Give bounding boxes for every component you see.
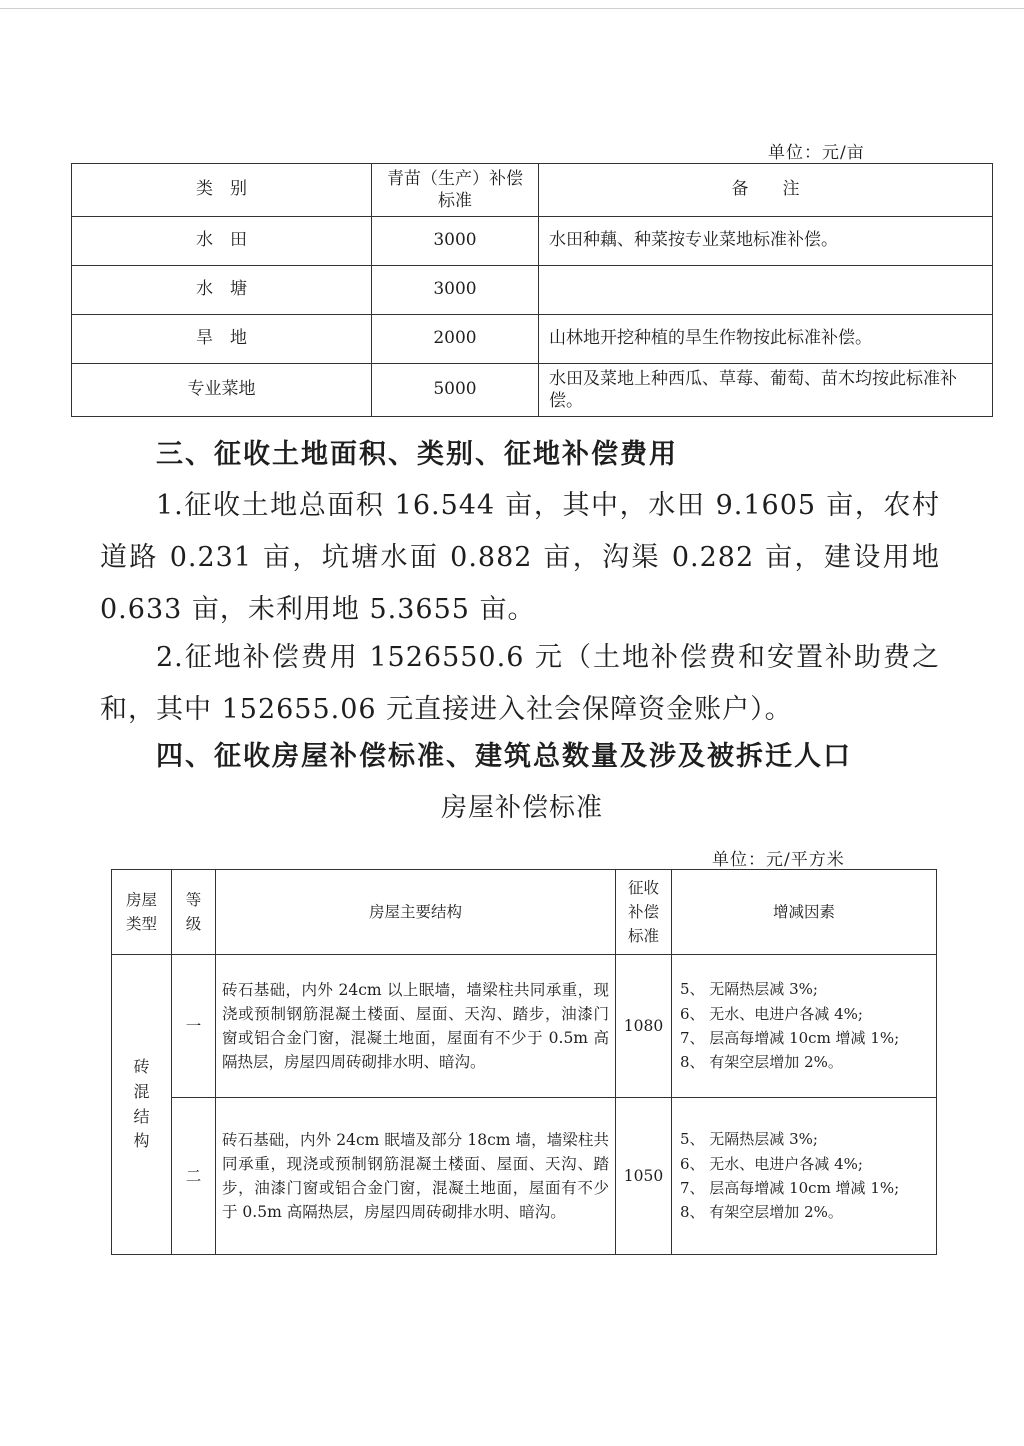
- house-type-cell: 砖混结构: [112, 955, 172, 1255]
- header-standard: 青苗（生产）补偿标准: [372, 164, 539, 217]
- standard-cell: 1080: [616, 955, 672, 1098]
- table-row: [72, 364, 993, 417]
- factor-item: 5、 无隔热层减 3%;: [680, 980, 818, 999]
- table-row: [72, 266, 993, 315]
- page-edge-line: [0, 8, 1024, 9]
- header-structure: 房屋主要结构: [216, 870, 616, 955]
- structure-cell: 砖石基础，内外 24cm 以上眠墙，墙梁柱共同承重，现浇或预制钢筋混凝土楼面、屋面、天沟、踏步，油漆门窗或铝合金门窗，混凝土地面，屋面有不少于 0.5m 高隔热层，房屋四周砖砌排水明、暗沟。: [216, 955, 616, 1098]
- table-row: [72, 315, 993, 364]
- factor-item: 6、 无水、电进户各减 4%;: [680, 1154, 863, 1173]
- row-note: 山林地开挖种植的旱生作物按此标准补偿。: [539, 315, 993, 364]
- seedling-compensation-table: [71, 163, 993, 417]
- factor-item: 6、 无水、电进户各减 4%;: [680, 1004, 863, 1023]
- table-row: [112, 1098, 937, 1255]
- row-note: 水田及菜地上种西瓜、草莓、葡萄、苗木均按此标准补偿。: [539, 364, 993, 417]
- table-header-row: [112, 870, 937, 955]
- row-standard: 3000: [372, 217, 539, 266]
- header-grade: 等级: [172, 870, 216, 955]
- header-standard: 征收补偿标准: [616, 870, 672, 955]
- house-table-title: 房屋补偿标准: [440, 793, 603, 823]
- standard-cell: 1050: [616, 1098, 672, 1255]
- row-category: 专业菜地: [72, 364, 372, 417]
- section-4-heading: 四、征收房屋补偿标准、建筑总数量及涉及被拆迁人口: [156, 741, 852, 772]
- factors-cell: [672, 955, 937, 1098]
- row-category: 水 田: [72, 217, 372, 266]
- header-house-type: 房屋类型: [112, 870, 172, 955]
- factor-item: 7、 层高每增减 10cm 增减 1%;: [680, 1029, 900, 1047]
- house-compensation-table: [111, 869, 937, 1255]
- factor-item: 5、 无隔热层减 3%;: [680, 1130, 818, 1149]
- header-category: 类 别: [72, 164, 372, 217]
- structure-cell: 砖石基础，内外 24cm 眠墙及部分 18cm 墙，墙梁柱共同承重，现浇或预制钢筋混凝土楼面、屋面、天沟、踏步，油漆门窗或铝合金门窗，混凝土地面，屋面有不少于 0.5m 高隔热层，房屋四周砖砌排水明、暗沟。: [216, 1098, 616, 1255]
- section-3-paragraph-2: 2.征地补偿费用 1526550.6 元（土地补偿费和安置补助费之和，其中 152655.06 元直接进入社会保障资金账户）。: [100, 642, 940, 725]
- factor-item: 7、 层高每增减 10cm 增减 1%;: [680, 1179, 900, 1197]
- table-row: [112, 955, 937, 1098]
- header-note: 备 注: [539, 164, 993, 217]
- grade-cell: 二: [172, 1098, 216, 1255]
- row-standard: 3000: [372, 266, 539, 315]
- factor-item: 8、 有架空层增加 2%。: [680, 1053, 843, 1072]
- section-3-heading: 三、征收土地面积、类别、征地补偿费用: [156, 439, 678, 470]
- row-category: 水 塘: [72, 266, 372, 315]
- seedling-table-unit: 单位：元/亩: [768, 143, 865, 163]
- house-table-unit: 单位：元/平方米: [712, 850, 845, 870]
- section-3-paragraph-1: 1.征收土地总面积 16.544 亩，其中，水田 9.1605 亩，农村道路 0.231 亩，坑塘水面 0.882 亩，沟渠 0.282 亩，建设用地 0.633 亩，未利用地 5.3655 亩。: [100, 490, 940, 625]
- row-category: 旱 地: [72, 315, 372, 364]
- grade-cell: 一: [172, 955, 216, 1098]
- header-factors: 增减因素: [672, 870, 937, 955]
- table-row: [72, 217, 993, 266]
- row-note: [539, 266, 993, 315]
- table-header-row: [72, 164, 993, 217]
- row-standard: 2000: [372, 315, 539, 364]
- factors-cell: [672, 1098, 937, 1255]
- row-standard: 5000: [372, 364, 539, 417]
- row-note: 水田种藕、种菜按专业菜地标准补偿。: [539, 217, 993, 266]
- factor-item: 8、 有架空层增加 2%。: [680, 1203, 843, 1222]
